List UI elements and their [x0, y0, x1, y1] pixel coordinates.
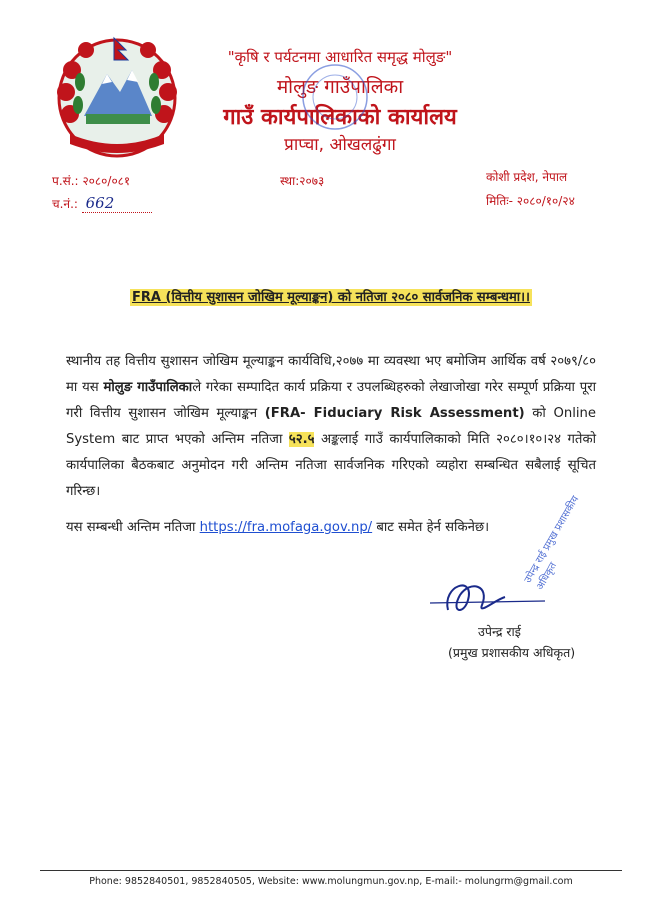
- fra-website-link[interactable]: https://fra.mofaga.gov.np/: [199, 520, 373, 535]
- office-location: प्राप्चा, ओखलढुंगा: [284, 135, 396, 155]
- office-name: गाउँ कार्यपालिकाको कार्यालय: [223, 105, 457, 130]
- province: कोशी प्रदेश, नेपाल: [486, 170, 568, 184]
- body-paragraph-1: स्थानीय तह वित्तीय सुशासन जोखिम मूल्याङ्कन कार्यविधि,२०७७ मा व्यवस्था भए बमोजिम आर्थिक वर्ष २०७९/८० मा यस मोलुङ गाउँपालिकाले गरेका सम्पादित कार्य प्रक्रिया र उपलब्धिहरुको लेखाजोखा गरेर सम्पूर्ण प्रक्रिया पूरा गरी वित्तीय सुशासन जोखिम मूल्याङ्कन (FRA- Fiduciary Risk Assessment) को Online System बाट प्राप्त भएको अन्तिम नतिजा ५२.५ अङ्कलाई गाउँ कार्यपालिकाको मिति २०८०।१०।२४ गतेको कार्यपालिका बैठकबाट अनुमोदन गरी अन्तिम नतिजा सार्वजनिक गरिएको व्यहोरा सम्बन्धित सबैलाई सूचित गरिन्छ।: [66, 354, 596, 499]
- dispatch-handwritten: 662: [85, 194, 115, 212]
- municipality-emblem: [52, 30, 182, 160]
- subject-line: FRA (वित्तीय सुशासन जोखिम मूल्याङ्कन) को नतिजा २०८० सार्वजनिक सम्बन्धमा।।: [132, 290, 530, 305]
- municipality-name: मोलुङ गाउँपालिका: [276, 76, 404, 98]
- date: मितिः- २०८०/१०/२४: [486, 194, 575, 208]
- officer-name: उपेन्द्र राई: [478, 624, 521, 639]
- officer-title: (प्रमुख प्रशासकीय अधिकृत): [448, 645, 576, 660]
- motto: "कृषि र पर्यटनमा आधारित समृद्ध मोलुङ": [227, 48, 453, 66]
- dispatch-number: च.नं.: 662: [52, 194, 152, 213]
- footer-contact: Phone: 9852840501, 9852840505, Website: www.molungmun.gov.np, E-mail:- molungrm@gmail.com: [89, 876, 573, 887]
- established-year: स्था:२०७३: [280, 174, 325, 188]
- officer-stamp: उपेन्द्र राई प्रमुख प्रशासकीय अधिकृत: [522, 494, 582, 592]
- body-paragraph-2: यस सम्बन्धी अन्तिम नतिजा https://fra.mofaga.gov.np/ बाट समेत हेर्न सकिनेछ।: [66, 520, 490, 535]
- office-stamp: [300, 62, 370, 132]
- fra-score: ५२.५: [288, 432, 315, 447]
- reference-number: प.सं.: २०८०/०८१: [52, 174, 131, 188]
- notice-body: [66, 349, 596, 541]
- footer-divider: [40, 870, 622, 871]
